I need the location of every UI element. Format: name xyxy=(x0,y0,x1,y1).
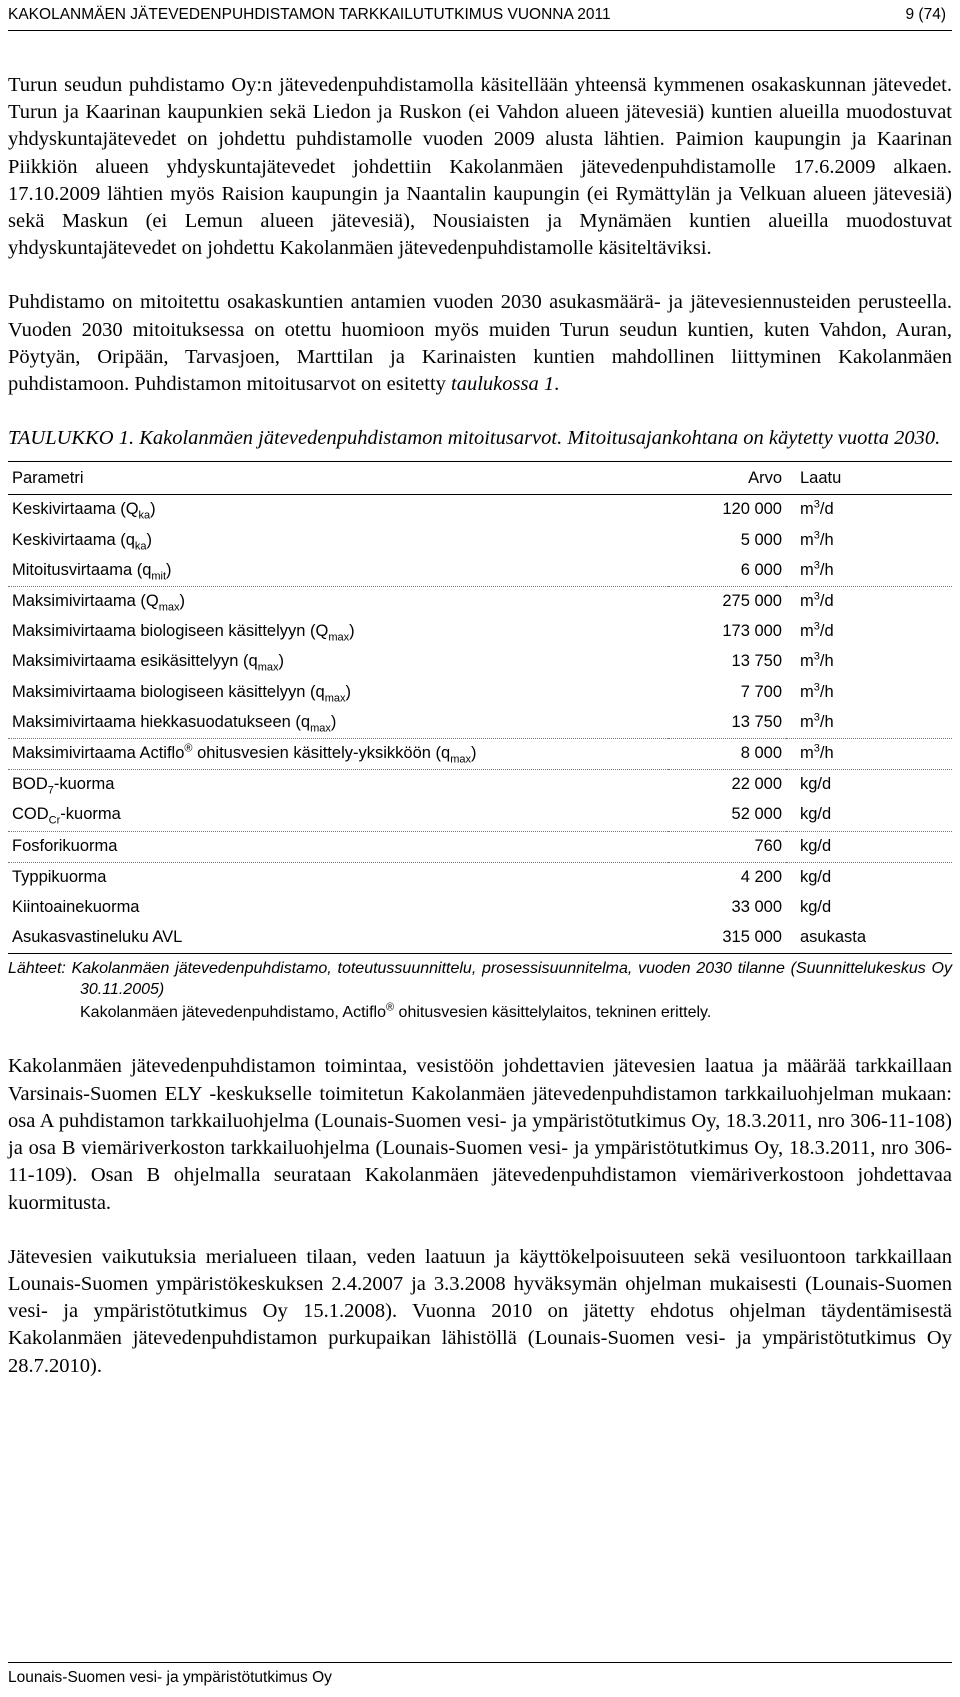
parameter-name: Maksimivirtaama biologiseen käsittelyyn (Q xyxy=(12,622,329,641)
parameter-cell xyxy=(8,647,668,677)
unit-text: kg/d xyxy=(800,836,832,855)
unit-text: asukasta xyxy=(800,928,867,947)
unit-text: m xyxy=(800,622,814,641)
document-page xyxy=(8,0,952,1697)
parameter-suffix: ) xyxy=(278,652,285,671)
unit-exponent: 3 xyxy=(813,559,820,572)
value-cell: 13 750 xyxy=(668,708,786,739)
parameter-cell xyxy=(8,556,668,587)
parameter-name: Keskivirtaama (Q xyxy=(12,500,139,519)
unit-suffix: /d xyxy=(819,592,834,611)
unit-exponent: 3 xyxy=(813,529,820,542)
value-cell: 275 000 xyxy=(722,592,782,611)
table-row xyxy=(8,770,952,801)
parameter-suffix: ) xyxy=(150,500,156,519)
parameter-name: Maksimivirtaama Actiflo xyxy=(12,744,185,763)
unit-cell xyxy=(786,587,952,618)
value-cell: 52 000 xyxy=(668,800,786,831)
value-cell: 6 000 xyxy=(668,556,786,587)
parameter-name: Typpikuorma xyxy=(12,867,107,886)
unit-cell xyxy=(786,770,952,801)
value-cell: 120 000 xyxy=(722,500,782,519)
parameter-subscript: ka xyxy=(138,509,151,522)
unit-text: m xyxy=(800,712,814,731)
parameter-name: Asukasvastineluku AVL xyxy=(12,928,183,947)
unit-suffix: /h xyxy=(819,652,834,671)
parameter-suffix: ) xyxy=(146,530,152,549)
value-cell: 5 000 xyxy=(740,530,782,549)
sources-line-1: Lähteet: Kakolanmäen jätevedenpuhdistamo, toteutussuunnittelu, prosessisuunnitelma, vuoden 2030 tilanne (Suunnittelukeskus Oy 30.11.2005) xyxy=(8,960,952,999)
table-row xyxy=(8,862,952,893)
parameter-cell xyxy=(8,770,668,801)
unit-suffix: /h xyxy=(819,560,834,579)
parameter-cell xyxy=(8,739,668,770)
table-caption: TAULUKKO 1. Kakolanmäen jätevedenpuhdistamon mitoitusarvot. Mitoitusajankohtana on käytetty vuotta 2030. xyxy=(8,427,941,450)
unit-cell xyxy=(786,647,952,677)
unit-cell xyxy=(786,893,952,923)
unit-text: kg/d xyxy=(800,805,832,824)
parameter-cell xyxy=(8,831,668,862)
paragraph-4: Jätevesien vaikutuksia merialueen tilaan, veden laatuun ja käyttökelpoisuuteen sekä vesiluontoon tarkkaillaan Lounais-Suomen ympäristökeskuksen 2.4.2007 ja 3.3.2008 hyväksymän ohjelman mukaisesti (Lounais-Suomen vesi- ja ympäristötutkimus Oy 15.1.2008). Vuonna 2010 on jätetty ehdotus ohjelman täydentämisestä Kakolanmäen jätevedenpuhdistamon purkupaikan lähistöllä (Lounais-Suomen vesi- ja ympäristötutkimus Oy 28.7.2010). xyxy=(8,1245,952,1377)
unit-text: m xyxy=(800,560,814,579)
parameter-cell xyxy=(8,617,668,647)
unit-text: m xyxy=(800,744,814,763)
parameter-name: Fosforikuorma xyxy=(12,836,118,855)
unit-cell xyxy=(786,862,952,893)
table-row xyxy=(8,678,952,708)
unit-cell xyxy=(786,739,952,770)
parameter-name: Maksimivirtaama esikäsittelyyn (q xyxy=(12,652,258,671)
parameter-suffix: ) xyxy=(349,622,355,641)
parameter-suffix: ) xyxy=(166,560,172,579)
parameter-cell xyxy=(8,708,668,739)
registered-mark: ® xyxy=(385,1002,395,1015)
paragraph-2-text: Puhdistamo on mitoitettu osakaskuntien antamien vuoden 2030 asukasmäärä- ja jätevesiennusteiden perusteella. Vuoden 2030 mitoituksessa on otettu huomioon myös muiden Turun seudun kuntien, kuten Vahdon, Auran, Pöytyän, Oripään, Tarvasjoen, Marttilan ja Karinaisten kuntien mahdollinen liittyminen Kakolanmäen puhdistamoon. Puhdistamon mitoitusarvot on esitetty xyxy=(8,291,952,396)
design-values-table xyxy=(8,461,952,954)
table-row xyxy=(8,739,952,770)
parameter-suffix: ) xyxy=(470,744,477,763)
value-cell: 8 000 xyxy=(668,739,786,770)
parameter-name: BOD xyxy=(12,775,48,794)
header-title: KAKOLANMÄEN JÄTEVEDENPUHDISTAMON TARKKAILUTUTKIMUS VUONNA 2011 xyxy=(8,6,611,23)
unit-text: kg/d xyxy=(800,775,832,794)
sources-line-2 xyxy=(8,1002,952,1023)
parameter-subscript: max xyxy=(310,722,331,735)
value-cell: 4 200 xyxy=(740,867,782,886)
header-laatu: Laatu xyxy=(786,462,952,495)
paragraph-2-end: . xyxy=(554,373,560,396)
unit-cell xyxy=(786,617,952,647)
paragraph-1: Turun seudun puhdistamo Oy:n jätevedenpuhdistamolla käsitellään yhteensä kymmenen osakaskunnan jätevedet. Turun ja Kaarinan kaupunkien sekä Liedon ja Ruskon (ei Vahdon alueen jätevesiä) kuntien alueilla muodostuvat yhdyskuntajätevedet on johdettu puhdistamolle vuoden 2009 alusta lähtien. Paimion kaupungin ja Kaarinan Piikkiön alueen yhdyskuntajätevedet johdettiin Kakolanmäen jätevedenpuhdistamolle 17.6.2009 alkaen. 17.10.2009 lähtien myös Raision kaupungin ja Naantalin kaupungin (ei Rymättylän ja Velkuan alueen jätevesiä) sekä Maskun (ei Lemun alueen jätevesiä), Nousiaisten ja Mynämäen kuntien alueilla muodostuvat yhdyskuntajätevedet on johdettu Kakolanmäen jätevedenpuhdistamolle käsiteltäviksi. xyxy=(8,74,952,260)
value-cell: 22 000 xyxy=(731,775,782,794)
page-number: 9 (74) xyxy=(905,6,946,23)
parameter-cell xyxy=(8,526,668,556)
parameter-cell xyxy=(8,923,668,954)
unit-cell xyxy=(786,526,952,556)
unit-text: m xyxy=(800,652,814,671)
table-row xyxy=(8,831,952,862)
parameter-subscript: max xyxy=(158,601,180,614)
parameter-name: Mitoitusvirtaama (q xyxy=(12,560,152,579)
sources-line-2-text: Kakolanmäen jätevedenpuhdistamo, Actiflo xyxy=(80,1004,386,1022)
table-body xyxy=(8,495,952,954)
parameter-subscript: Cr xyxy=(48,814,61,827)
sources-line-2-end: ohitusvesien käsittelylaitos, tekninen erittely. xyxy=(394,1004,712,1022)
unit-exponent: 3 xyxy=(813,620,820,633)
parameter-name: Maksimivirtaama hiekkasuodatukseen (q xyxy=(12,712,311,731)
unit-text: kg/d xyxy=(800,867,832,886)
parameter-name-cont: ohitusvesien käsittely-yksikköön (q xyxy=(192,744,451,763)
parameter-subscript: 7 xyxy=(47,784,54,797)
unit-suffix: /h xyxy=(819,682,834,701)
parameter-name: Maksimivirtaama (Q xyxy=(12,592,159,611)
unit-cell xyxy=(786,831,952,862)
registered-mark: ® xyxy=(184,742,193,755)
parameter-subscript: max xyxy=(324,691,346,704)
value-cell: 760 xyxy=(668,831,786,862)
parameter-cell xyxy=(8,862,668,893)
document-body xyxy=(8,72,952,1407)
table-row xyxy=(8,708,952,739)
parameter-subscript: ka xyxy=(134,539,147,552)
value-cell: 13 750 xyxy=(731,652,782,671)
header-arvo: Arvo xyxy=(668,462,786,495)
parameter-cell xyxy=(8,800,668,831)
unit-cell xyxy=(786,923,952,954)
parameter-subscript: max xyxy=(450,753,471,766)
unit-text: m xyxy=(800,592,814,611)
unit-suffix: /h xyxy=(819,744,834,763)
table-row xyxy=(8,923,952,954)
value-cell: 7 700 xyxy=(740,682,782,701)
unit-exponent: 3 xyxy=(813,498,820,511)
unit-text: m xyxy=(800,682,814,701)
parameter-name: Keskivirtaama (q xyxy=(12,530,135,549)
parameter-cell xyxy=(8,495,668,526)
unit-exponent: 3 xyxy=(813,650,820,663)
table-sources xyxy=(8,958,952,1023)
table-row xyxy=(8,617,952,647)
parameter-subscript: max xyxy=(257,661,279,674)
parameter-name: Kiintoainekuorma xyxy=(12,898,140,917)
unit-suffix: /d xyxy=(819,622,834,641)
value-cell: 315 000 xyxy=(668,923,786,954)
paragraph-3: Kakolanmäen jätevedenpuhdistamon toimintaa, vesistöön johdettavien jätevesien laatua ja määrää tarkkaillaan Varsinais-Suomen ELY -keskukselle toimitetun Kakolanmäen jätevedenpuhdistamon tarkkailuohjelman mukaan: osa A puhdistamon tarkkailuohjelma (Lounais-Suomen vesi- ja ympäristötutkimus Oy, 18.3.2011, nro 306-11-108) ja osa B viemäriverkoston tarkkailuohjelma (Lounais-Suomen vesi- ja ympäristötutkimus Oy, 18.3.2011, nro 306-11-109). Osan B ohjelmalla seurataan Kakolanmäen jätevedenpuhdistamon viemäriverkostoon johdettavaa kuormitusta. xyxy=(8,1055,952,1214)
unit-cell xyxy=(786,708,952,739)
unit-exponent: 3 xyxy=(813,590,820,603)
parameter-suffix: ) xyxy=(345,682,351,701)
parameter-suffix: -kuorma xyxy=(53,775,115,794)
unit-text: kg/d xyxy=(800,898,832,917)
table-row xyxy=(8,647,952,677)
table-row xyxy=(8,526,952,556)
table-row xyxy=(8,800,952,831)
unit-suffix: /h xyxy=(819,712,834,731)
unit-cell xyxy=(786,556,952,587)
page-header xyxy=(8,4,952,31)
unit-exponent: 3 xyxy=(813,681,820,694)
table-row xyxy=(8,495,952,526)
unit-cell xyxy=(786,678,952,708)
unit-suffix: /h xyxy=(819,530,834,549)
unit-exponent: 3 xyxy=(813,742,820,755)
parameter-subscript: max xyxy=(328,631,350,644)
parameter-subscript: mit xyxy=(151,570,167,583)
parameter-name: COD xyxy=(12,805,49,824)
parameter-suffix: ) xyxy=(330,712,337,731)
unit-exponent: 3 xyxy=(813,711,820,724)
header-parametri: Parametri xyxy=(8,462,668,495)
unit-text: m xyxy=(800,500,814,519)
unit-cell xyxy=(786,495,952,526)
value-cell: 173 000 xyxy=(722,622,782,641)
parameter-cell xyxy=(8,893,668,923)
unit-text: m xyxy=(800,530,814,549)
paragraph-2 xyxy=(8,289,952,398)
parameter-cell xyxy=(8,587,668,618)
table-row xyxy=(8,893,952,923)
parameter-suffix: -kuorma xyxy=(60,805,121,824)
table-row xyxy=(8,556,952,587)
table-header-row xyxy=(8,462,952,495)
parameter-cell xyxy=(8,678,668,708)
page-footer: Lounais-Suomen vesi- ja ympäristötutkimus Oy xyxy=(8,1662,952,1687)
table-reference: taulukossa 1 xyxy=(451,373,555,396)
parameter-name: Maksimivirtaama biologiseen käsittelyyn (q xyxy=(12,682,325,701)
value-cell: 33 000 xyxy=(731,898,782,917)
unit-cell xyxy=(786,800,952,831)
parameter-suffix: ) xyxy=(179,592,185,611)
unit-suffix: /d xyxy=(819,500,834,519)
table-row xyxy=(8,587,952,618)
